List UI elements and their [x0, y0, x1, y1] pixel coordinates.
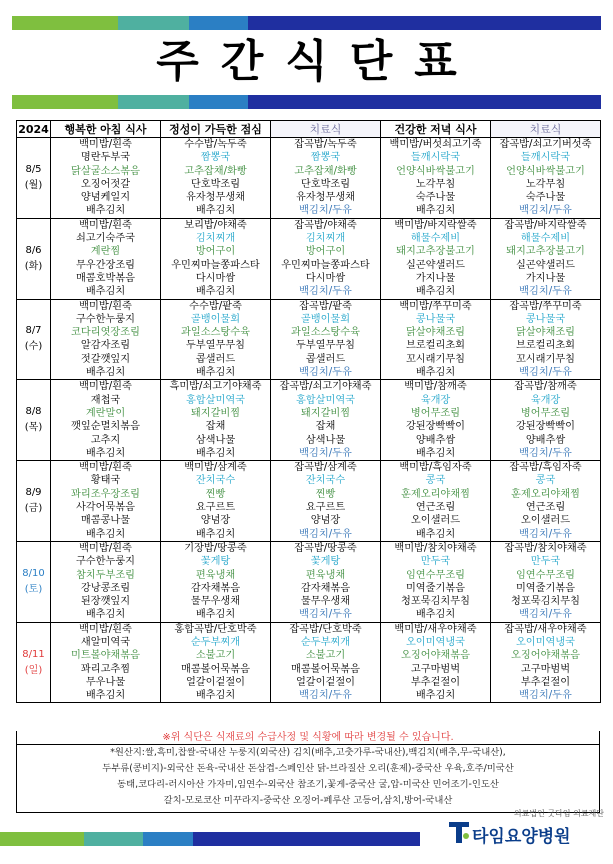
- menu-item: 숙주나물: [415, 192, 456, 204]
- day-row: [17, 541, 601, 622]
- day-row: [17, 218, 601, 299]
- lunch-special-header: 치료식: [271, 121, 381, 138]
- lunch-special-cell: [271, 541, 381, 622]
- menu-item: 계란찜: [90, 246, 121, 258]
- lunch-header: 정성이 가득한 점심: [161, 121, 271, 138]
- menu-item: 백미밥/흰죽: [79, 219, 132, 231]
- dinner-special-cell: [491, 380, 601, 461]
- menu-item: 과일소스탕수육: [181, 327, 250, 339]
- menu-item: 백미밥/삼계죽: [184, 462, 247, 474]
- day-of-week: (월): [24, 179, 43, 191]
- menu-item: 언양식바싹불고기: [396, 165, 475, 177]
- dinner-cell: [381, 541, 491, 622]
- menu-item: 단호박조림: [300, 178, 351, 190]
- dinner-special-cell: [491, 622, 601, 703]
- day-date: 8/5: [25, 163, 42, 175]
- menu-item: 콩나물국: [525, 313, 566, 325]
- menu-item: 해물수제비: [410, 233, 461, 245]
- dinner-cell: [381, 138, 491, 219]
- menu-item: 찐빵: [315, 488, 336, 500]
- origin-info: [16, 745, 600, 813]
- title-underline-stripe: [12, 95, 601, 109]
- menu-item: 찐빵: [205, 488, 226, 500]
- menu-item: 수수밥/녹두죽: [184, 139, 247, 150]
- menu-item: 부추겉절이: [520, 676, 571, 688]
- menu-item: 부추겉절이: [410, 676, 461, 688]
- menu-item: 보리밥/야채죽: [184, 219, 247, 231]
- menu-item: 강낭콩조림: [80, 582, 131, 594]
- menu-item: 오이샐러드: [410, 515, 461, 527]
- logo-subtitle: 의료법인 굿타임 의료재단: [513, 809, 604, 818]
- menu-item: 백김치/두유: [299, 286, 352, 298]
- menu-item: 잡곡밥/쇠고기야채죽: [279, 381, 372, 393]
- menu-item: 병어무조림: [520, 407, 571, 419]
- menu-item: 물무우생채: [300, 596, 351, 608]
- menu-item: 배추김치: [85, 609, 126, 621]
- menu-item: 홍합살미역국: [185, 394, 246, 406]
- day-date: 8/7: [25, 325, 42, 337]
- lunch-cell: [161, 218, 271, 299]
- menu-item: 다시마쌈: [305, 272, 346, 284]
- menu-item: 순두부찌개: [190, 636, 241, 648]
- menu-item: 연근조림: [525, 502, 566, 514]
- menu-item: 잡곡밥/팥죽: [299, 300, 352, 312]
- breakfast-cell: [51, 622, 161, 703]
- menu-item: 들깨시락국: [410, 152, 461, 164]
- menu-item: 콩국: [535, 475, 556, 487]
- day-of-week: (화): [24, 260, 43, 272]
- lunch-cell: [161, 622, 271, 703]
- menu-item: 오징어야채볶음: [401, 650, 470, 662]
- menu-item: 무우나물: [85, 676, 126, 688]
- menu-item: 백김치/두유: [519, 447, 572, 459]
- day-date: 8/11: [22, 648, 45, 660]
- menu-item: 오이샐러드: [520, 515, 571, 527]
- menu-item: 잡곡밥/흑임자죽: [509, 462, 582, 474]
- menu-item: 명란두부국: [80, 152, 131, 164]
- menu-item: 꽃게탕: [310, 556, 341, 568]
- menu-item: 임연수무조림: [515, 569, 576, 581]
- day-date-cell: [17, 622, 51, 703]
- menu-item: 고추지: [90, 434, 121, 446]
- menu-item: 매콤볼어묵볶음: [181, 663, 250, 675]
- notice-text: ※위 식단은 식재료의 수급사정 및 식황에 따라 변경될 수 있습니다.: [16, 731, 600, 745]
- day-date-cell: [17, 541, 51, 622]
- day-of-week: (금): [24, 503, 43, 515]
- dinner-cell: [381, 218, 491, 299]
- menu-item: 구수한누룽지: [75, 313, 136, 325]
- weekly-menu-table: [16, 120, 601, 703]
- menu-item: 계란말이: [85, 407, 126, 419]
- menu-item: 골뱅이물회: [190, 313, 241, 325]
- menu-item: 배추김치: [195, 528, 236, 540]
- menu-item: 잡곡밥/바지락쌀죽: [504, 219, 587, 231]
- breakfast-cell: [51, 461, 161, 542]
- menu-item: 편육냉채: [195, 569, 236, 581]
- menu-item: 얼갈이겉절이: [295, 676, 356, 688]
- menu-item: 삼색나물: [195, 434, 236, 446]
- menu-item: 꼬시래기무침: [405, 353, 466, 365]
- menu-item: 기장밥/땅콩죽: [184, 542, 247, 554]
- menu-item: 백미밥/쭈꾸미죽: [399, 300, 472, 312]
- dinner-special-cell: [491, 138, 601, 219]
- origin-line: *원산지:쌀,흑미,찹쌀-국내산 누룽지(외국산) 김치(배추,고춧가루-국내산),백김치(배추,무-국내산),: [110, 747, 506, 758]
- dinner-special-cell: [491, 461, 601, 542]
- menu-item: 청포묵김치무침: [511, 596, 580, 608]
- menu-item: 병어무조림: [410, 407, 461, 419]
- menu-item: 오이미역냉국: [405, 636, 466, 648]
- menu-item: 배추김치: [195, 286, 236, 298]
- menu-item: 미트볼야채볶음: [71, 650, 140, 662]
- menu-item: 유자청무생채: [185, 192, 246, 204]
- menu-item: 홍합곡밥/단호박죽: [174, 623, 257, 635]
- menu-item: 새알미역국: [80, 636, 131, 648]
- lunch-cell: [161, 461, 271, 542]
- menu-item: 두부열무무침: [185, 340, 246, 352]
- menu-item: 양념장: [200, 515, 231, 527]
- hospital-cross-icon: [448, 820, 470, 844]
- lunch-cell: [161, 380, 271, 461]
- menu-item: 얼갈이겉절이: [185, 676, 246, 688]
- menu-item: 무우간장조림: [75, 259, 136, 271]
- menu-item: 사각어묵볶음: [75, 502, 136, 514]
- menu-item: 소불고기: [305, 650, 346, 662]
- menu-item: 닭살굴소스볶음: [71, 165, 140, 177]
- menu-item: 배추김치: [85, 205, 126, 217]
- menu-item: 육개장: [420, 394, 451, 406]
- menu-item: 알감자조림: [80, 340, 131, 352]
- lunch-special-cell: [271, 299, 381, 380]
- menu-item: 콩나물국: [415, 313, 456, 325]
- menu-item: 백미밥/새우야채죽: [394, 623, 477, 635]
- menu-item: 배추김치: [195, 609, 236, 621]
- day-date-cell: [17, 218, 51, 299]
- breakfast-cell: [51, 541, 161, 622]
- dinner-cell: [381, 299, 491, 380]
- menu-item: 배추김치: [85, 447, 126, 459]
- menu-item: 골뱅이물회: [300, 313, 351, 325]
- menu-item: 된장깻잎지: [80, 596, 131, 608]
- menu-item: 양념케일지: [80, 192, 131, 204]
- menu-item: 배추김치: [195, 205, 236, 217]
- lunch-cell: [161, 541, 271, 622]
- menu-item: 브로컬리초회: [405, 340, 466, 352]
- menu-item: 백김치/두유: [299, 447, 352, 459]
- menu-item: 백김치/두유: [519, 286, 572, 298]
- day-of-week: (수): [24, 341, 43, 353]
- menu-item: 짬뽕국: [200, 152, 231, 164]
- menu-item: 숙주나물: [525, 192, 566, 204]
- menu-item: 소불고기: [195, 650, 236, 662]
- day-date-cell: [17, 138, 51, 219]
- menu-item: 백미밥/참깨죽: [404, 381, 467, 393]
- menu-item: 매콤콩나물: [80, 515, 131, 527]
- menu-item: 백미밥/참치야채죽: [394, 542, 477, 554]
- menu-item: 양배추쌈: [415, 434, 456, 446]
- menu-item: 훈제오리야채찜: [511, 488, 580, 500]
- menu-item: 미역줄기볶음: [515, 582, 576, 594]
- menu-item: 백김치/두유: [519, 367, 572, 379]
- logo-name: 타임요양병원: [472, 827, 571, 847]
- table-header-row: [17, 121, 601, 138]
- menu-item: 백미밥/흑임자죽: [399, 462, 472, 474]
- menu-item: 닭살야채조림: [515, 327, 576, 339]
- lunch-special-cell: [271, 380, 381, 461]
- lunch-cell: [161, 299, 271, 380]
- menu-item: 고구마범벅: [410, 663, 461, 675]
- menu-item: 닭살야채조림: [405, 327, 466, 339]
- menu-item: 돼지고추장불고기: [396, 246, 475, 258]
- menu-item: 참치두부조림: [75, 569, 136, 581]
- page-title: 주간식단표: [156, 36, 479, 87]
- menu-item: 방어구이: [305, 246, 346, 258]
- menu-item: 꼬시래기무침: [515, 353, 576, 365]
- menu-item: 배추김치: [85, 528, 126, 540]
- menu-item: 언양식바싹불고기: [506, 165, 585, 177]
- menu-item: 배추김치: [195, 447, 236, 459]
- menu-item: 만두국: [420, 556, 451, 568]
- menu-item: 김치찌개: [195, 233, 236, 245]
- menu-item: 김치찌개: [305, 233, 346, 245]
- menu-item: 오이미역냉국: [515, 636, 576, 648]
- menu-item: 만두국: [530, 556, 561, 568]
- menu-item: 흑미밥/쇠고기야채죽: [169, 381, 262, 393]
- menu-item: 젓갈깻잎지: [80, 353, 131, 365]
- lunch-special-cell: [271, 218, 381, 299]
- menu-item: 들깨시락국: [520, 152, 571, 164]
- day-date-cell: [17, 380, 51, 461]
- menu-item: 백미밥/흰죽: [79, 139, 132, 150]
- lunch-cell: [161, 138, 271, 219]
- menu-item: 잡곡밥/삼계죽: [294, 462, 357, 474]
- menu-item: 콥샐러드: [305, 353, 346, 365]
- menu-item: 유자청무생채: [295, 192, 356, 204]
- menu-item: 백김치/두유: [299, 690, 352, 702]
- menu-item: 요구르트: [195, 502, 236, 514]
- menu-item: 해물수제비: [520, 233, 571, 245]
- menu-item: 잡곡밥/땅콩죽: [294, 542, 357, 554]
- menu-item: 재첩국: [90, 394, 121, 406]
- menu-item: 물무우생채: [190, 596, 241, 608]
- lunch-special-cell: [271, 461, 381, 542]
- menu-item: 백미밥/바지락쌀죽: [394, 219, 477, 231]
- menu-item: 우민찌마늘쫑파스타: [281, 259, 370, 271]
- lunch-special-cell: [271, 138, 381, 219]
- menu-item: 배추김치: [415, 690, 456, 702]
- menu-item: 매콤볼어묵볶음: [291, 663, 360, 675]
- menu-item: 배추김치: [195, 690, 236, 702]
- menu-item: 구수한누룽지: [75, 556, 136, 568]
- hospital-logo: [440, 808, 610, 848]
- menu-item: 콩국: [425, 475, 446, 487]
- menu-item: 잡곡밥/단호박죽: [289, 623, 362, 635]
- menu-item: 돼지갈비찜: [300, 407, 351, 419]
- dinner-cell: [381, 380, 491, 461]
- menu-item: 백미밥/흰죽: [79, 300, 132, 312]
- dinner-header: 건강한 저녁 식사: [381, 121, 491, 138]
- day-date: 8/9: [25, 487, 42, 499]
- top-color-stripe: [12, 16, 601, 30]
- menu-item: 청포묵김치무침: [401, 596, 470, 608]
- menu-item: 노각무침: [415, 178, 456, 190]
- menu-item: 과일소스탕수육: [291, 327, 360, 339]
- menu-item: 홍합살미역국: [295, 394, 356, 406]
- menu-item: 백미밥/버섯쇠고기죽: [389, 139, 482, 150]
- menu-item: 배추김치: [415, 367, 456, 379]
- origin-line: 갈치-모로코산 미꾸라지-중국산 오징어-페루산 고등어,삼치,방어-국내산: [163, 795, 453, 806]
- menu-item: 순두부찌개: [300, 636, 351, 648]
- menu-item: 쇠고기숙주국: [75, 233, 136, 245]
- menu-item: 백김치/두유: [519, 690, 572, 702]
- breakfast-cell: [51, 380, 161, 461]
- menu-item: 배추김치: [415, 447, 456, 459]
- menu-item: 배추김치: [85, 690, 126, 702]
- menu-item: 강된장빡빡이: [515, 421, 576, 433]
- menu-item: 백미밥/흰죽: [79, 542, 132, 554]
- dinner-cell: [381, 622, 491, 703]
- menu-item: 잡채: [205, 421, 226, 433]
- menu-item: 백김치/두유: [299, 367, 352, 379]
- menu-item: 방어구이: [195, 246, 236, 258]
- menu-item: 가지나물: [525, 272, 566, 284]
- menu-item: 단호박조림: [190, 178, 241, 190]
- menu-item: 백김치/두유: [519, 205, 572, 217]
- menu-item: 백미밥/흰죽: [79, 381, 132, 393]
- menu-item: 백미밥/흰죽: [79, 623, 132, 635]
- menu-item: 잡곡밥/참치야채죽: [504, 542, 587, 554]
- menu-item: 백김치/두유: [519, 609, 572, 621]
- menu-item: 고추잡채/화빵: [184, 165, 247, 177]
- menu-item: 삼색나물: [305, 434, 346, 446]
- breakfast-cell: [51, 299, 161, 380]
- menu-item: 잡곡밥/녹두죽: [294, 139, 357, 150]
- dinner-special-cell: [491, 541, 601, 622]
- menu-item: 훈제오리야채찜: [401, 488, 470, 500]
- day-row: [17, 461, 601, 542]
- menu-item: 황태국: [90, 475, 121, 487]
- menu-item: 임연수무조림: [405, 569, 466, 581]
- day-of-week: (일): [24, 664, 43, 676]
- dinner-cell: [381, 461, 491, 542]
- menu-item: 수수밥/팥죽: [189, 300, 242, 312]
- day-row: [17, 622, 601, 703]
- origin-line: 두부류(콩비지)-외국산 돈육-국내산 돈삼겹-스페인산 닭-브라질산 오리(훈제)-중국산 우육,호주/미국산: [102, 763, 514, 774]
- menu-item: 콥샐러드: [195, 353, 236, 365]
- menu-item: 미역줄기볶음: [405, 582, 466, 594]
- menu-item: 꽈리고추찜: [80, 663, 131, 675]
- menu-item: 배추김치: [85, 286, 126, 298]
- dinner-special-cell: [491, 299, 601, 380]
- menu-item: 배추김치: [415, 205, 456, 217]
- menu-item: 잡곡밥/새우야채죽: [504, 623, 587, 635]
- menu-item: 깻잎순멸치볶음: [71, 421, 140, 433]
- menu-item: 잡채: [315, 421, 336, 433]
- day-date: 8/10: [22, 567, 45, 579]
- lunch-special-cell: [271, 622, 381, 703]
- origin-line: 동태,코다리-러시아산 가자미,임연수-외국산 참조기,꽃게-중국산 굴,압-미국산 민어조기-인도산: [117, 779, 499, 790]
- menu-item: 오징어젓갈: [80, 178, 131, 190]
- menu-item: 꽃게탕: [200, 556, 231, 568]
- menu-item: 노각무침: [525, 178, 566, 190]
- menu-item: 양념장: [310, 515, 341, 527]
- menu-item: 꽈리조우장조림: [71, 488, 140, 500]
- menu-item: 배추김치: [85, 367, 126, 379]
- menu-item: 잡곡밥/쇠고기버섯죽: [499, 139, 592, 150]
- menu-item: 짬뽕국: [310, 152, 341, 164]
- breakfast-cell: [51, 138, 161, 219]
- menu-item: 백김치/두유: [299, 205, 352, 217]
- menu-item: 강된장빡빡이: [405, 421, 466, 433]
- menu-item: 편육냉채: [305, 569, 346, 581]
- year-header: 2024: [18, 122, 49, 136]
- menu-item: 육개장: [530, 394, 561, 406]
- menu-item: 감자채볶음: [300, 582, 351, 594]
- menu-item: 가지나물: [415, 272, 456, 284]
- menu-item: 돼지고추장불고기: [506, 246, 585, 258]
- menu-item: 감자채볶음: [190, 582, 241, 594]
- menu-item: 백미밥/흰죽: [79, 462, 132, 474]
- day-row: [17, 299, 601, 380]
- menu-item: 두부열무무침: [295, 340, 356, 352]
- dinner-special-cell: [491, 218, 601, 299]
- menu-item: 고구마범벅: [520, 663, 571, 675]
- day-row: [17, 380, 601, 461]
- menu-item: 잡곡밥/참깨죽: [514, 381, 577, 393]
- breakfast-header: 행복한 아침 식사: [51, 121, 161, 138]
- menu-item: 백김치/두유: [299, 609, 352, 621]
- day-row: [17, 138, 601, 219]
- menu-item: 브로컬리초회: [515, 340, 576, 352]
- bottom-color-stripe: [0, 832, 420, 846]
- menu-item: 잔치국수: [305, 475, 346, 487]
- menu-item: 잡곡밥/야채죽: [294, 219, 357, 231]
- menu-item: 잔치국수: [195, 475, 236, 487]
- day-date: 8/8: [25, 406, 42, 418]
- menu-item: 오징어야채볶음: [511, 650, 580, 662]
- menu-item: 코다리엿장조림: [71, 327, 140, 339]
- day-date: 8/6: [25, 244, 42, 256]
- menu-item: 돼지갈비찜: [190, 407, 241, 419]
- menu-item: 잡곡밥/쭈꾸미죽: [509, 300, 582, 312]
- menu-item: 배추김치: [415, 609, 456, 621]
- menu-item: 요구르트: [305, 502, 346, 514]
- menu-item: 우민찌마늘쫑파스타: [171, 259, 260, 271]
- menu-item: 실곤약샐러드: [515, 259, 576, 271]
- menu-item: 배추김치: [415, 286, 456, 298]
- menu-item: 연근조림: [415, 502, 456, 514]
- day-date-cell: [17, 461, 51, 542]
- day-of-week: (목): [24, 422, 43, 434]
- day-date-cell: [17, 299, 51, 380]
- menu-item: 배추김치: [415, 528, 456, 540]
- menu-item: 양배추쌈: [525, 434, 566, 446]
- breakfast-cell: [51, 218, 161, 299]
- menu-item: 고추잡채/화빵: [294, 165, 357, 177]
- menu-item: 실곤약샐러드: [405, 259, 466, 271]
- dinner-special-header: 치료식: [491, 121, 601, 138]
- menu-item: 다시마쌈: [195, 272, 236, 284]
- menu-item: 백김치/두유: [299, 528, 352, 540]
- menu-item: 매콤호박볶음: [75, 272, 136, 284]
- day-of-week: (토): [24, 583, 43, 595]
- menu-item: 배추김치: [195, 367, 236, 379]
- menu-item: 백김치/두유: [519, 528, 572, 540]
